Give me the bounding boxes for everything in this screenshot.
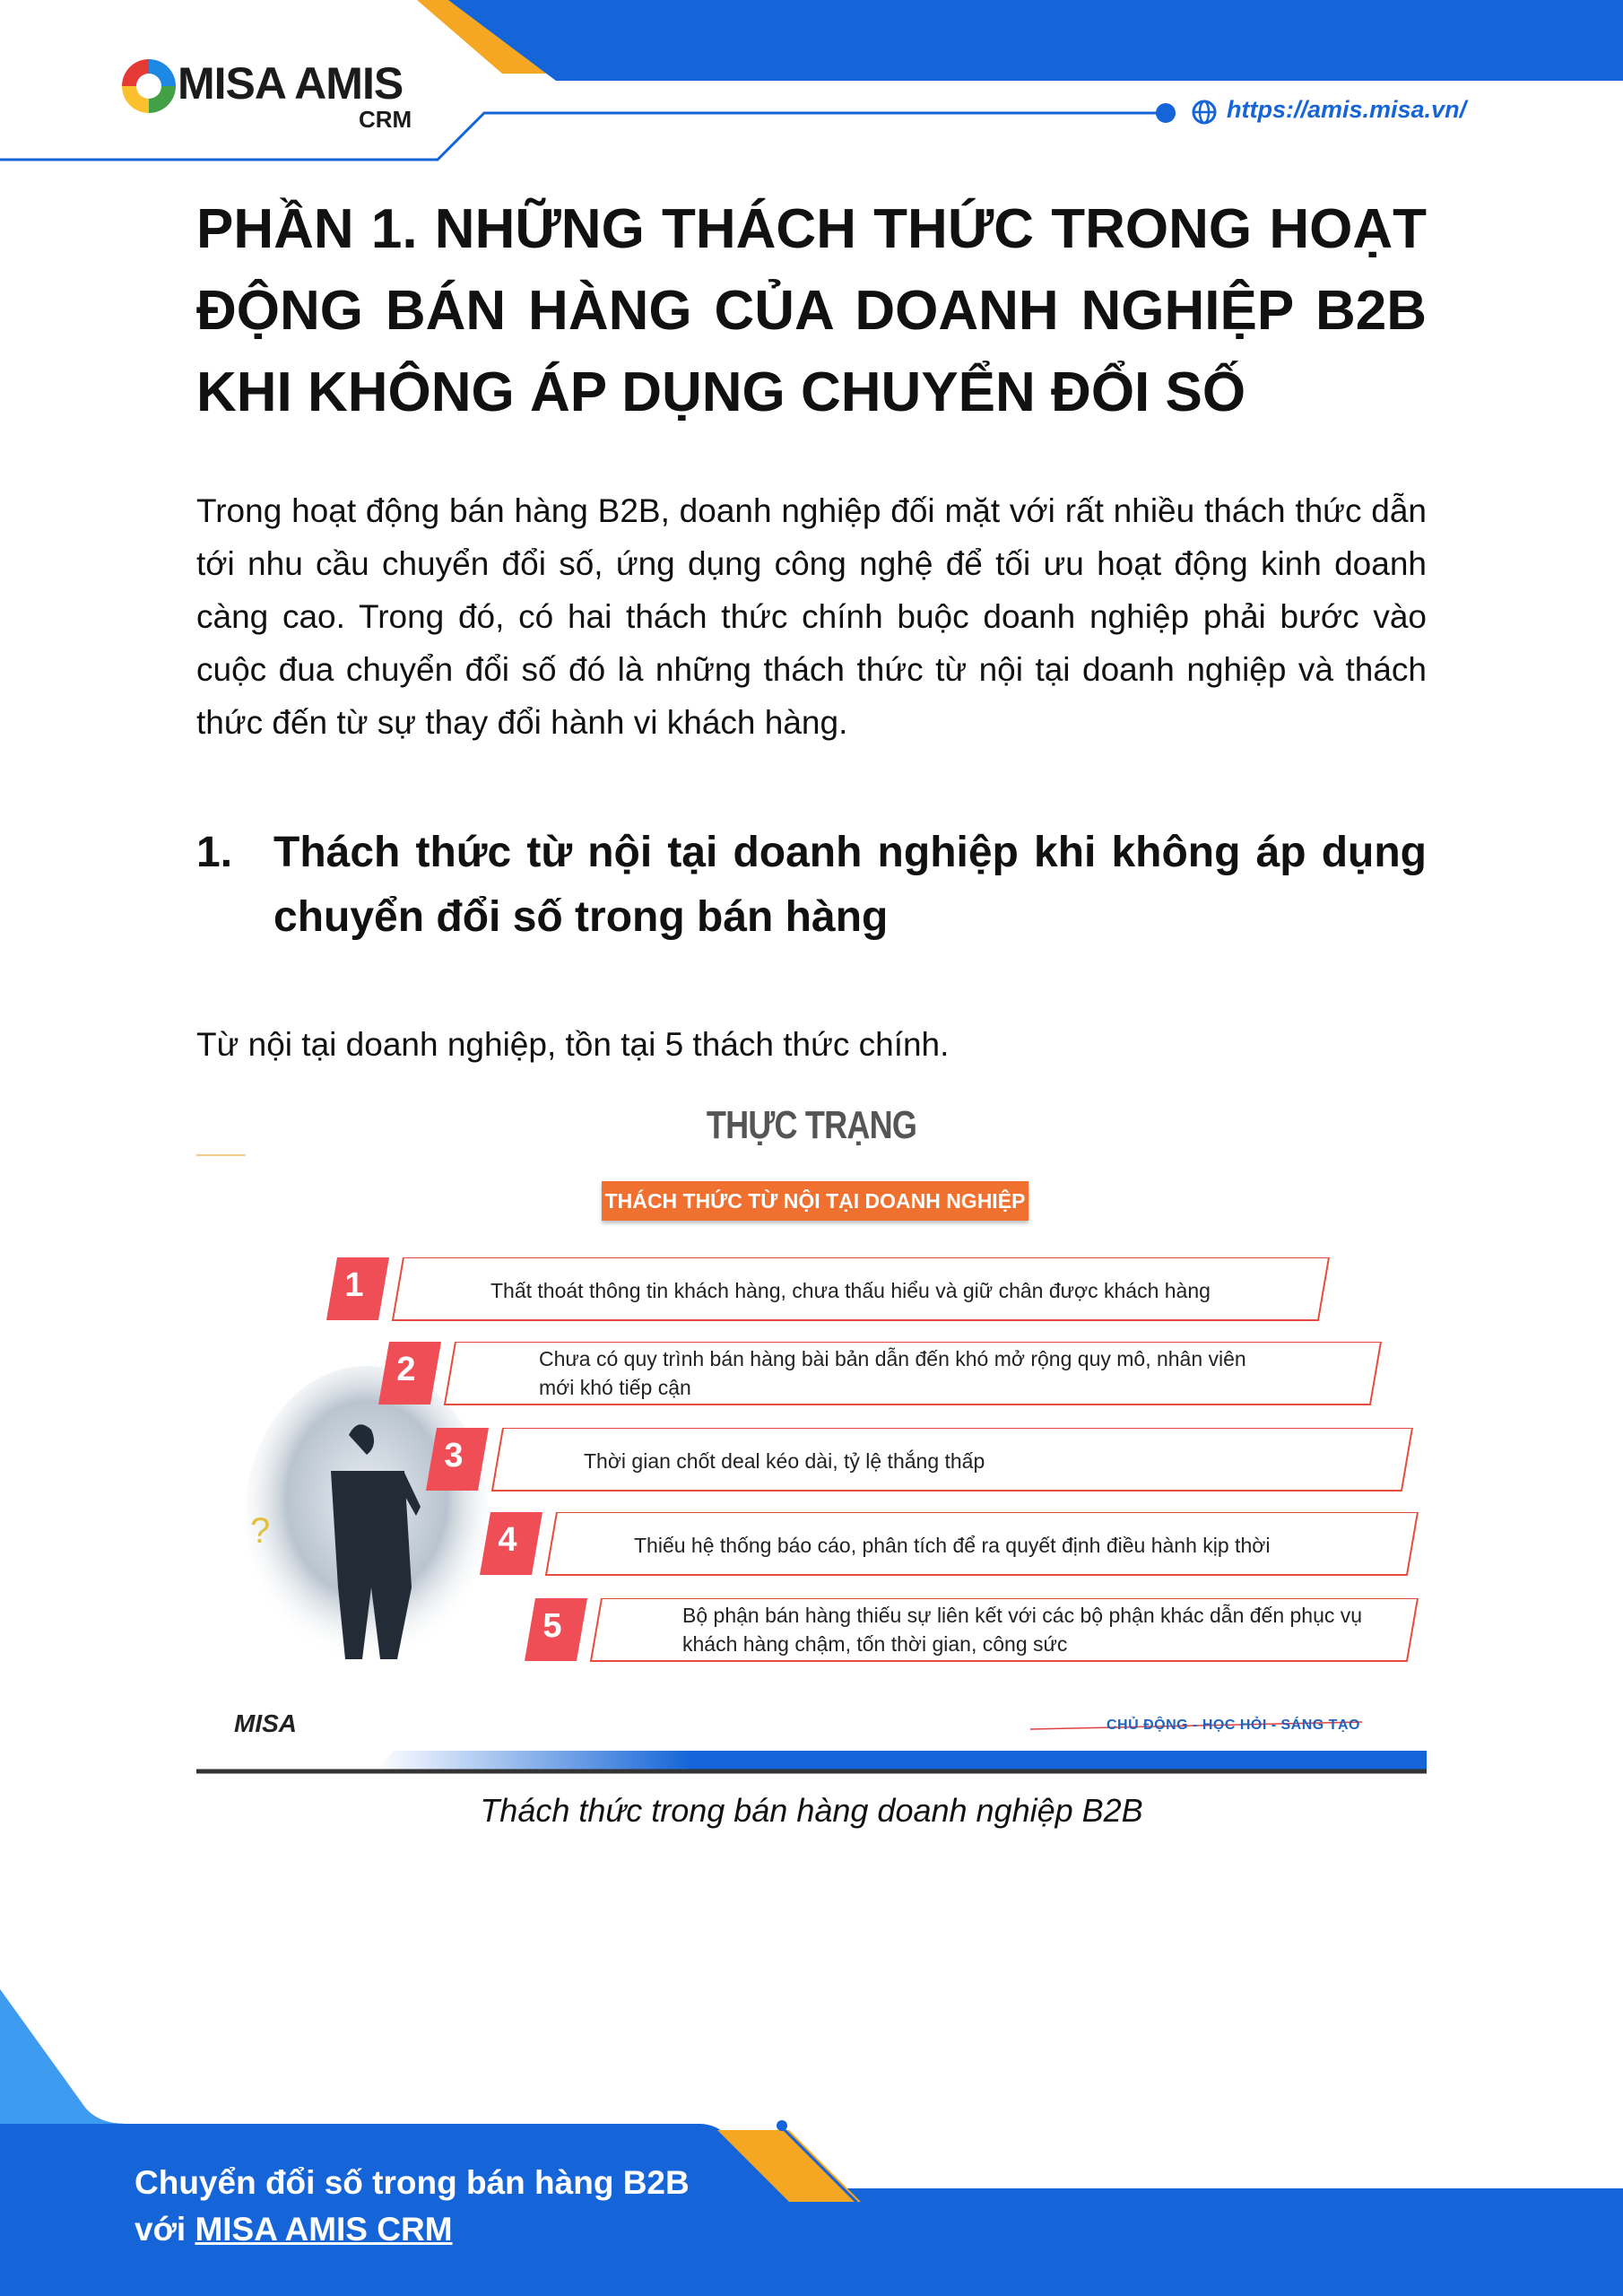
footer-crm-link[interactable]: MISA AMIS CRM [195, 2211, 453, 2248]
footer-title: Chuyển đổi số trong bán hàng B2B [135, 2164, 690, 2201]
footer-subtitle [135, 2211, 453, 2248]
section-number: 1. [196, 829, 233, 876]
item-text: Thời gian chốt deal kéo dài, tỷ lệ thắng thấp [584, 1449, 985, 1473]
page-title [196, 188, 1427, 433]
figure-misa-logo: MISA [234, 1709, 297, 1737]
item-number: 4 [498, 1521, 517, 1559]
figure-subtitle: THÁCH THỨC TỪ NỘI TẠI DOANH NGHIỆP [602, 1181, 1028, 1221]
figure-slogan: CHỦ ĐỘNG - HỌC HỎI - SÁNG TẠO [1107, 1718, 1360, 1733]
misa-logo-icon [118, 56, 179, 117]
figure-title: THỰC TRẠNG [706, 1103, 917, 1147]
brand-name: MISA AMIS [178, 58, 404, 109]
title-line: ĐỘNG BÁN HÀNG CỦA DOANH NGHIỆP B2B [196, 280, 1427, 342]
lead-paragraph: Từ nội tại doanh nghiệp, tồn tại 5 thách thức chính. [196, 1026, 950, 1063]
item-text: Thất thoát thông tin khách hàng, chưa thấu hiểu và giữ chân được khách hàng [490, 1279, 1211, 1302]
item-text: Bộ phận bán hàng thiếu sự liên kết với các bộ phận khác dẫn đến phục vụ khách hàng chậm, tốn thời gian, công sức [682, 1604, 1363, 1656]
item-number: 2 [396, 1351, 416, 1388]
title-line: PHẦN 1. NHỮNG THÁCH THỨC TRONG HOẠT [196, 198, 1427, 260]
item-number: 3 [444, 1437, 464, 1474]
globe-icon [1191, 99, 1218, 126]
item-text: Chưa có quy trình bán hàng bài bản dẫn đến khó mở rộng quy mô, nhân viên mới khó tiếp cận [539, 1347, 1246, 1399]
title-line: KHI KHÔNG ÁP DỤNG CHUYỂN ĐỔI SỐ [196, 361, 1246, 423]
brand-sub: CRM [359, 106, 412, 133]
item-number: 1 [344, 1266, 364, 1304]
footer-prefix: với [135, 2211, 195, 2248]
svg-text:?: ? [250, 1511, 271, 1551]
item-text: Thiếu hệ thống báo cáo, phân tích để ra quyết định điều hành kịp thời [634, 1534, 1271, 1557]
intro-paragraph: Trong hoạt động bán hàng B2B, doanh nghiệp đối mặt với rất nhiều thách thức dẫn tới nhu cầu chuyển đổi số, ứng dụng công nghệ để tối ưu hoạt động kinh doanh càng cao. Trong đó, có hai thách thức chính buộc doanh nghiệp phải bước vào cuộc đua chuyển đổi số đó là những thách thức từ nội tại doanh nghiệp và thách thức đến từ sự thay đổi hành vi khách hàng. [196, 492, 1427, 741]
website-link[interactable]: https://amis.misa.vn/ [1227, 96, 1467, 123]
challenges-figure [196, 1085, 1427, 1776]
item-number: 5 [542, 1607, 562, 1645]
section-heading: Thách thức từ nội tại doanh nghiệp khi không áp dụng chuyển đổi số trong bán hàng [273, 829, 1427, 941]
figure-caption: Thách thức trong bán hàng doanh nghiệp B2B [480, 1792, 1143, 1829]
